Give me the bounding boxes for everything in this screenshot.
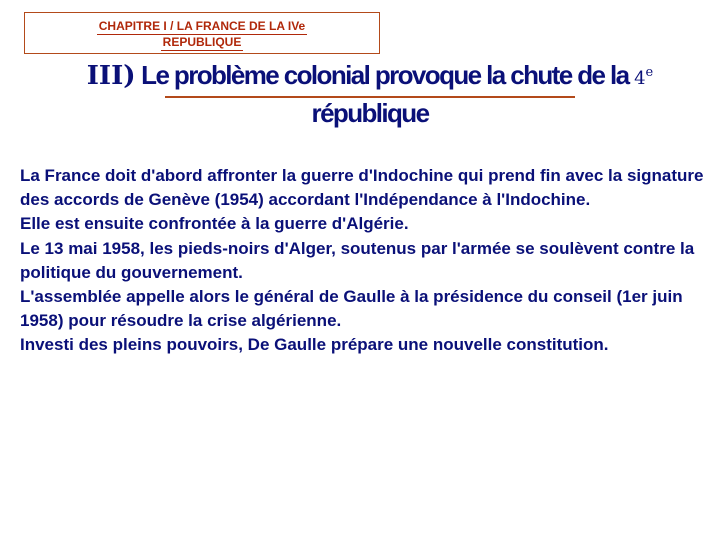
chapter-header-line2: REPUBLIQUE — [162, 35, 242, 49]
title-underline-rule — [165, 96, 575, 98]
body-paragraph: L'assemblée appelle alors le général de Gaulle à la présidence du conseil (1er juin 1958) pour résoudre la crise algérienne. — [20, 287, 683, 331]
chapter-header-box — [24, 12, 380, 54]
title-ordinal-suffix: e — [645, 65, 654, 80]
body-text — [20, 164, 710, 358]
body-paragraph: Investi des pleins pouvoirs, De Gaulle prépare une nouvelle constitution. — [20, 335, 609, 355]
title-text-line1: Le problème colonial provoque la chute de la — [141, 60, 629, 90]
body-paragraph: Le 13 mai 1958, les pieds-noirs d'Alger, soutenus par l'armée se soulèvent contre la politique du gouvernement. — [20, 238, 695, 282]
body-paragraph: La France doit d'abord affronter la guerre d'Indochine qui prend fin avec la signature des accords de Genève (1954) accordant l'Indépendance à l'Indochine. — [20, 166, 704, 210]
title-roman-numeral: III) — [86, 61, 136, 91]
body-paragraph: Elle est ensuite confrontée à la guerre d'Algérie. — [20, 214, 409, 234]
title-ordinal-number: 4 — [634, 68, 646, 89]
title-ordinal — [634, 65, 654, 89]
title-text-line2: république — [311, 98, 429, 128]
slide-title — [30, 56, 710, 130]
chapter-header-line1: CHAPITRE I / LA FRANCE DE LA IVe — [98, 19, 306, 33]
